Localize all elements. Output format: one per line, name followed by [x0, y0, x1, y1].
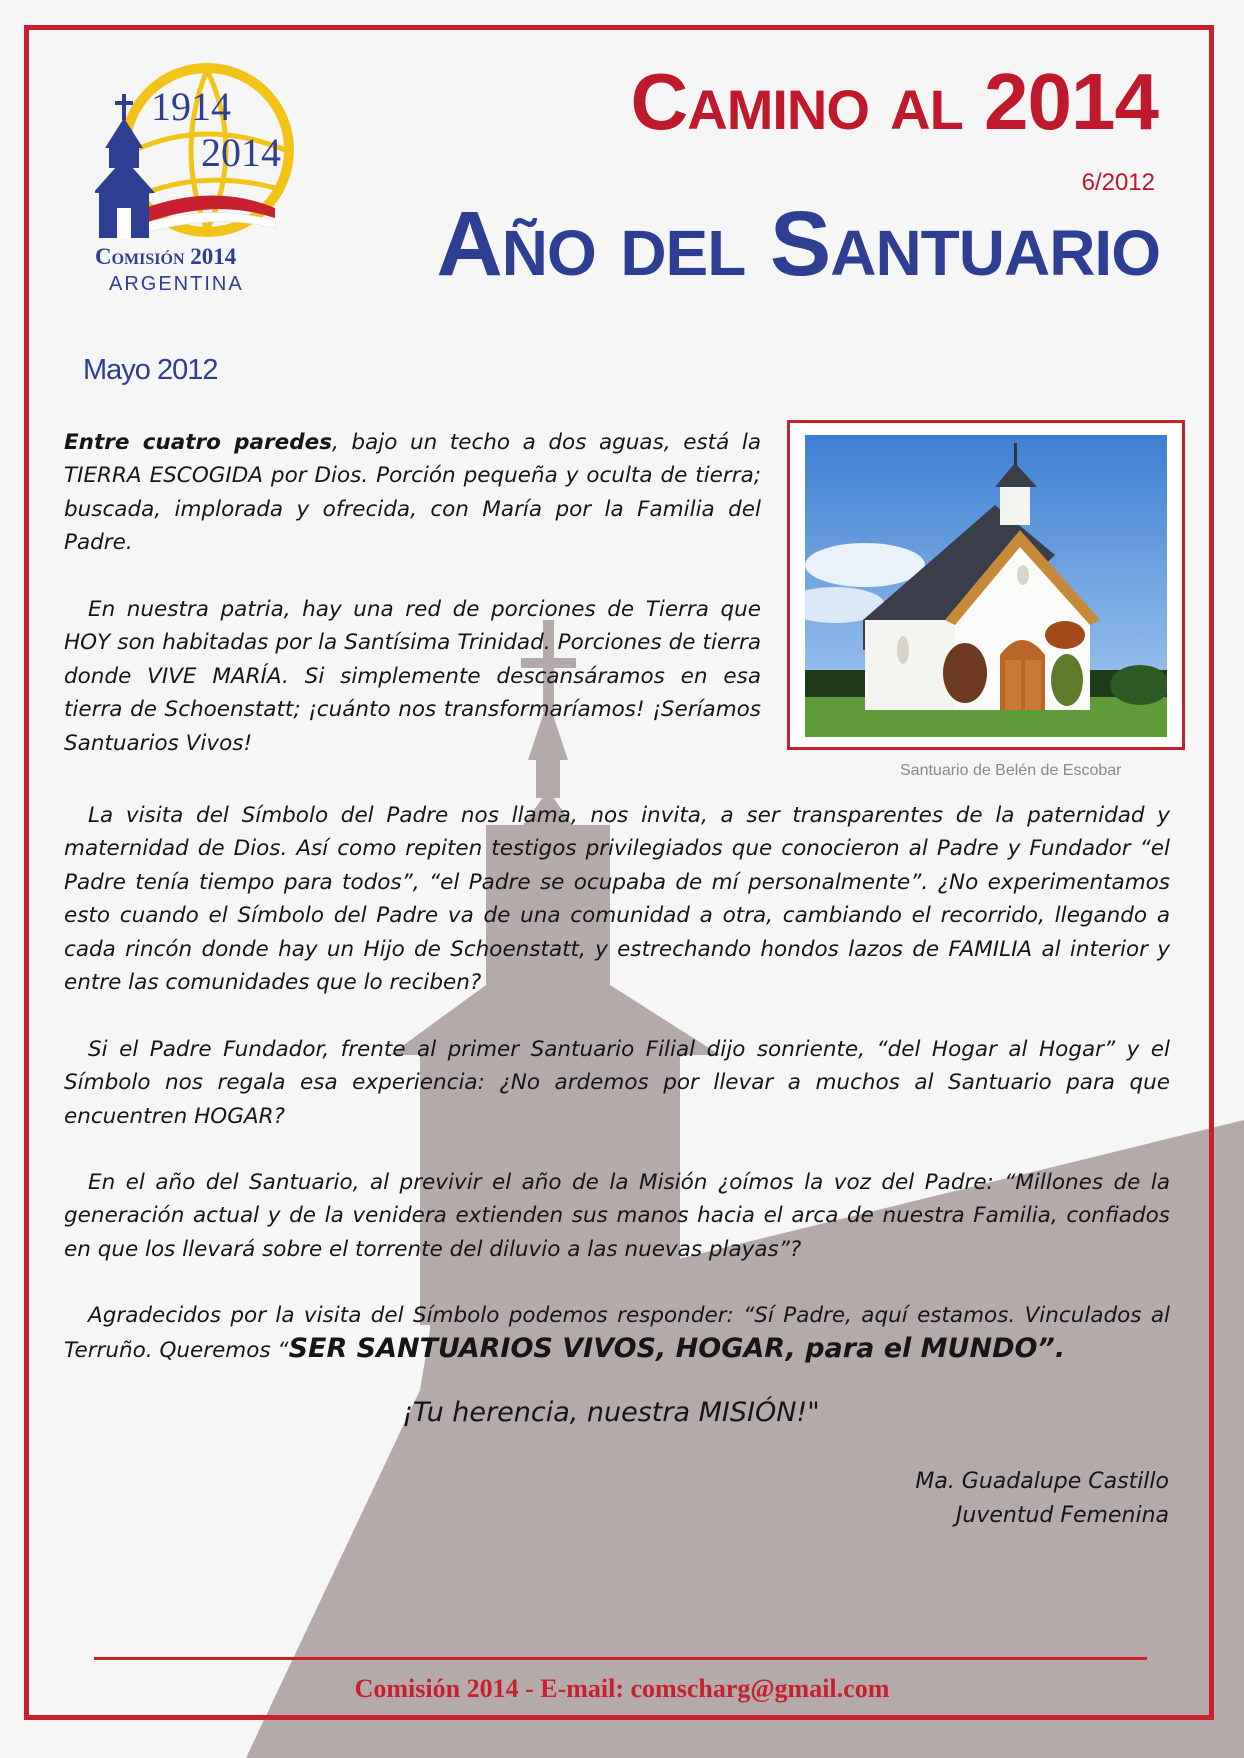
- logo-year-end: 2014: [201, 130, 281, 175]
- shrine-photo: [805, 435, 1167, 737]
- title-camino: Camino al 2014: [630, 57, 1158, 146]
- paragraph-5: En el año del Santuario, al previvir el año de la Misión ¿oímos la voz del Padre: “Millones de la generación actual y de la venidera extienden sus manos hacia el arca de nuestra Familia, confiados en que los llevará sobre el torrente del diluvio a las nuevas playas”?: [64, 1170, 1170, 1262]
- photo-frame: [787, 420, 1185, 750]
- signature-group: Juventud Femenina: [955, 1503, 1169, 1528]
- comision-2014-logo: [95, 58, 305, 298]
- paragraph-1-lead: Entre cuatro paredes: [64, 430, 332, 455]
- signature-name: Ma. Guadalupe Castillo: [915, 1469, 1169, 1494]
- footer-contact: Comisión 2014 - E-mail: comscharg@gmail.com: [354, 1674, 890, 1703]
- paragraph-1: [64, 426, 761, 560]
- issue-date: Mayo 2012: [83, 354, 218, 386]
- logo-year-start: 1914: [151, 84, 231, 129]
- paragraph-4: Si el Padre Fundador, frente al primer Santuario Filial dijo sonriente, “del Hogar al Hogar” y el Símbolo nos regala esa experiencia: ¿No ardemos por llevar a muchos al Santuario para que encuentren HOGAR?: [64, 1037, 1170, 1129]
- logo-org-line1: Comisión 2014: [95, 244, 237, 269]
- paragraph-6-text: Agradecidos por la visita del Símbolo podemos responder: “Sí Padre, aquí estamos. Vinculados al Terruño. Queremos “: [64, 1303, 1170, 1364]
- paragraph-3: La visita del Símbolo del Padre nos llama, nos invita, a ser transparentes de la paternidad y maternidad de Dios. Así como repiten testigos privilegiados que conocieron al Padre y Fundador “el Padre tenía tiempo para todos”, “el Padre se ocupaba de mí personalmente”. ¿No experimentamos esto cuando el Símbolo del Padre va de una comunidad a otra, cambiando el recorrido, llegando a cada rincón donde hay un Hijo de Schoenstatt, y estrechando hondos lazos de FAMILIA al interior y entre las comunidades que lo reciben?: [64, 803, 1170, 996]
- closing-line: ¡Tu herencia, nuestra MISIÓN!": [402, 1397, 820, 1428]
- paragraph-1-text: , bajo un techo a dos aguas, está la TIERRA ESCOGIDA por Dios. Porción pequeña y oculta de tierra; buscada, implorada y ofrecida, con María por la Familia del Padre.: [64, 430, 761, 556]
- issue-number: 6/2012: [1081, 169, 1155, 196]
- footer-divider: [94, 1657, 1147, 1660]
- logo-org-line2: Argentina: [109, 273, 244, 295]
- title-ano-del-santuario: Año del Santuario: [436, 193, 1160, 295]
- paragraph-6: [64, 1299, 1170, 1368]
- photo-caption: Santuario de Belén de Escobar: [900, 762, 1122, 779]
- signature: [915, 1465, 1169, 1533]
- paragraph-6-emphasis: SER SANTUARIOS VIVOS, HOGAR, para el MUNDO”.: [288, 1333, 1066, 1365]
- paragraph-2: En nuestra patria, hay una red de porciones de Tierra que HOY son habitadas por la Santísima Trinidad. Porciones de tierra donde VIVE MARÍA. Si simplemente descansáramos en esa tierra de Schoenstatt; ¡cuánto nos transformaríamos! ¡Seríamos Santuarios Vivos!: [64, 597, 761, 756]
